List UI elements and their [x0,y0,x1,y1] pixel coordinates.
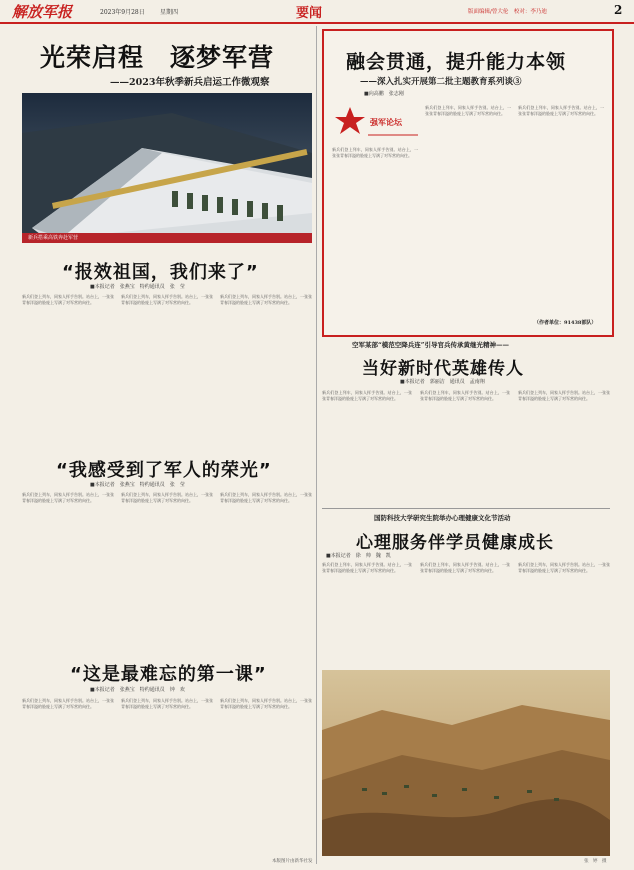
masthead-page-number: 2 [614,3,623,17]
story2-col2: 新兵们登上列车，同家人挥手告别。站台上，一张张青春洋溢的脸庞上写满了对军营的向往。 [420,390,510,401]
story-separator [322,508,610,509]
story3-body [322,562,610,666]
feature-title: 融会贯通，提升能力本领 [346,51,567,73]
section3-col1: 新兵们登上列车，同家人挥手告别。站台上，一张张青春洋溢的脸庞上写满了对军营的向往。 [22,698,114,709]
story3-col3: 新兵们登上列车，同家人挥手告别。站台上，一张张青春洋溢的脸庞上写满了对军营的向往。 [518,562,610,573]
feature-col1: 新兵们登上列车，同家人挥手告别。站台上，一张张青春洋溢的脸庞上写满了对军营的向往。 [332,147,418,158]
section2-col2: 新兵们登上列车，同家人挥手告别。站台上，一张张青春洋溢的脸庞上写满了对军营的向往。 [121,492,213,503]
section2-body [22,492,312,662]
column-badge-label: 强军论坛 [370,117,402,127]
photo-bar-caption: 新兵搭乘高铁奔赴军营 [28,235,79,241]
masthead-logo: 解放军报 [12,3,73,21]
feature-col3: 新兵们登上列车，同家人挥手告别。站台上，一张张青春洋溢的脸庞上写满了对军营的向往。 [518,105,604,116]
feature-frame [322,29,614,337]
section2-byline: ■本报记者 张燕宝 特约通讯员 张 莹 [90,482,185,488]
feature-footer: （作者单位：91438部队） [534,320,597,326]
section3-body [22,698,312,856]
story3-byline: ■本报记者 徐 帅 魏 凯 [326,553,391,559]
section1-col3: 新兵们登上列车，同家人挥手告别。站台上，一张张青春洋溢的脸庞上写满了对军营的向往。 [220,294,312,305]
section1-body [22,294,312,434]
column-badge [332,101,420,143]
section2-col3: 新兵们登上列车，同家人挥手告别。站台上，一张张青春洋溢的脸庞上写满了对军营的向往。 [220,492,312,503]
story2-byline: ■本报记者 郭丽洁 通讯员 孟南翔 [400,379,485,385]
story2-body [322,390,610,504]
section1-title: “报效祖国，我们来了” [62,262,259,283]
masthead-editors: 版面编辑/曾大伦 校对：李乃迪 [468,9,547,15]
desert-photo-svg [322,670,610,856]
left-photo-credit: 本版图片由新华社发 [272,859,313,864]
story2-kicker: 空军某部“模范空降兵连”引导官兵传承黄继光精神—— [352,341,509,349]
story3-col1: 新兵们登上列车，同家人挥手告别。站台上，一张张青春洋溢的脸庞上写满了对军营的向往。 [322,562,412,573]
story3-photo-credit: 张 婷 摄 [584,859,607,864]
column-divider [316,26,317,864]
section3-col2: 新兵们登上列车，同家人挥手告别。站台上，一张张青春洋溢的脸庞上写满了对军营的向往。 [121,698,213,709]
left-subhead: ——2023年秋季新兵启运工作微观察 [110,77,270,88]
desert-photo [322,670,610,856]
section1-col1: 新兵们登上列车，同家人挥手告别。站台上，一张张青春洋溢的脸庞上写满了对军营的向往。 [22,294,114,305]
section2-col1: 新兵们登上列车，同家人挥手告别。站台上，一张张青春洋溢的脸庞上写满了对军营的向往。 [22,492,114,503]
section1-col2: 新兵们登上列车，同家人挥手告别。站台上，一张张青春洋溢的脸庞上写满了对军营的向往。 [121,294,213,305]
story2-col3: 新兵们登上列车，同家人挥手告别。站台上，一张张青春洋溢的脸庞上写满了对军营的向往。 [518,390,610,401]
section2-title: “我感受到了军人的荣光” [56,460,272,481]
masthead [0,0,634,24]
masthead-date: 2023年9月28日 [100,9,145,16]
train-photo [22,93,312,243]
story2-headline: 当好新时代英雄传人 [362,359,524,379]
feature-col2: 新兵们登上列车，同家人挥手告别。站台上，一张张青春洋溢的脸庞上写满了对军营的向往。 [425,105,511,116]
section3-col3: 新兵们登上列车，同家人挥手告别。站台上，一张张青春洋溢的脸庞上写满了对军营的向往。 [220,698,312,709]
train-photo-svg [22,93,312,243]
section1-byline: ■本报记者 张燕宝 特约通讯员 张 莹 [90,284,185,290]
story3-headline: 心理服务伴学员健康成长 [356,533,554,553]
feature-subtitle: ——深入扎实开展第二批主题教育系列谈③ [360,77,522,87]
section3-title: “这是最难忘的第一课” [70,664,267,685]
left-headline: 光荣启程 逐梦军营 [40,43,275,72]
section3-byline: ■本报记者 张燕宝 特约通讯员 钟 欢 [90,687,185,693]
masthead-weekday: 星期四 [160,9,179,16]
story2-col1: 新兵们登上列车，同家人挥手告别。站台上，一张张青春洋溢的脸庞上写满了对军营的向往。 [322,390,412,401]
story3-col2: 新兵们登上列车，同家人挥手告别。站台上，一张张青春洋溢的脸庞上写满了对军营的向往。 [420,562,510,573]
story3-kicker: 国防科技大学研究生院举办心理健康文化节活动 [374,514,511,522]
masthead-section: 要闻 [296,6,323,21]
feature-byline: ■向高鹏 张志刚 [364,91,404,97]
